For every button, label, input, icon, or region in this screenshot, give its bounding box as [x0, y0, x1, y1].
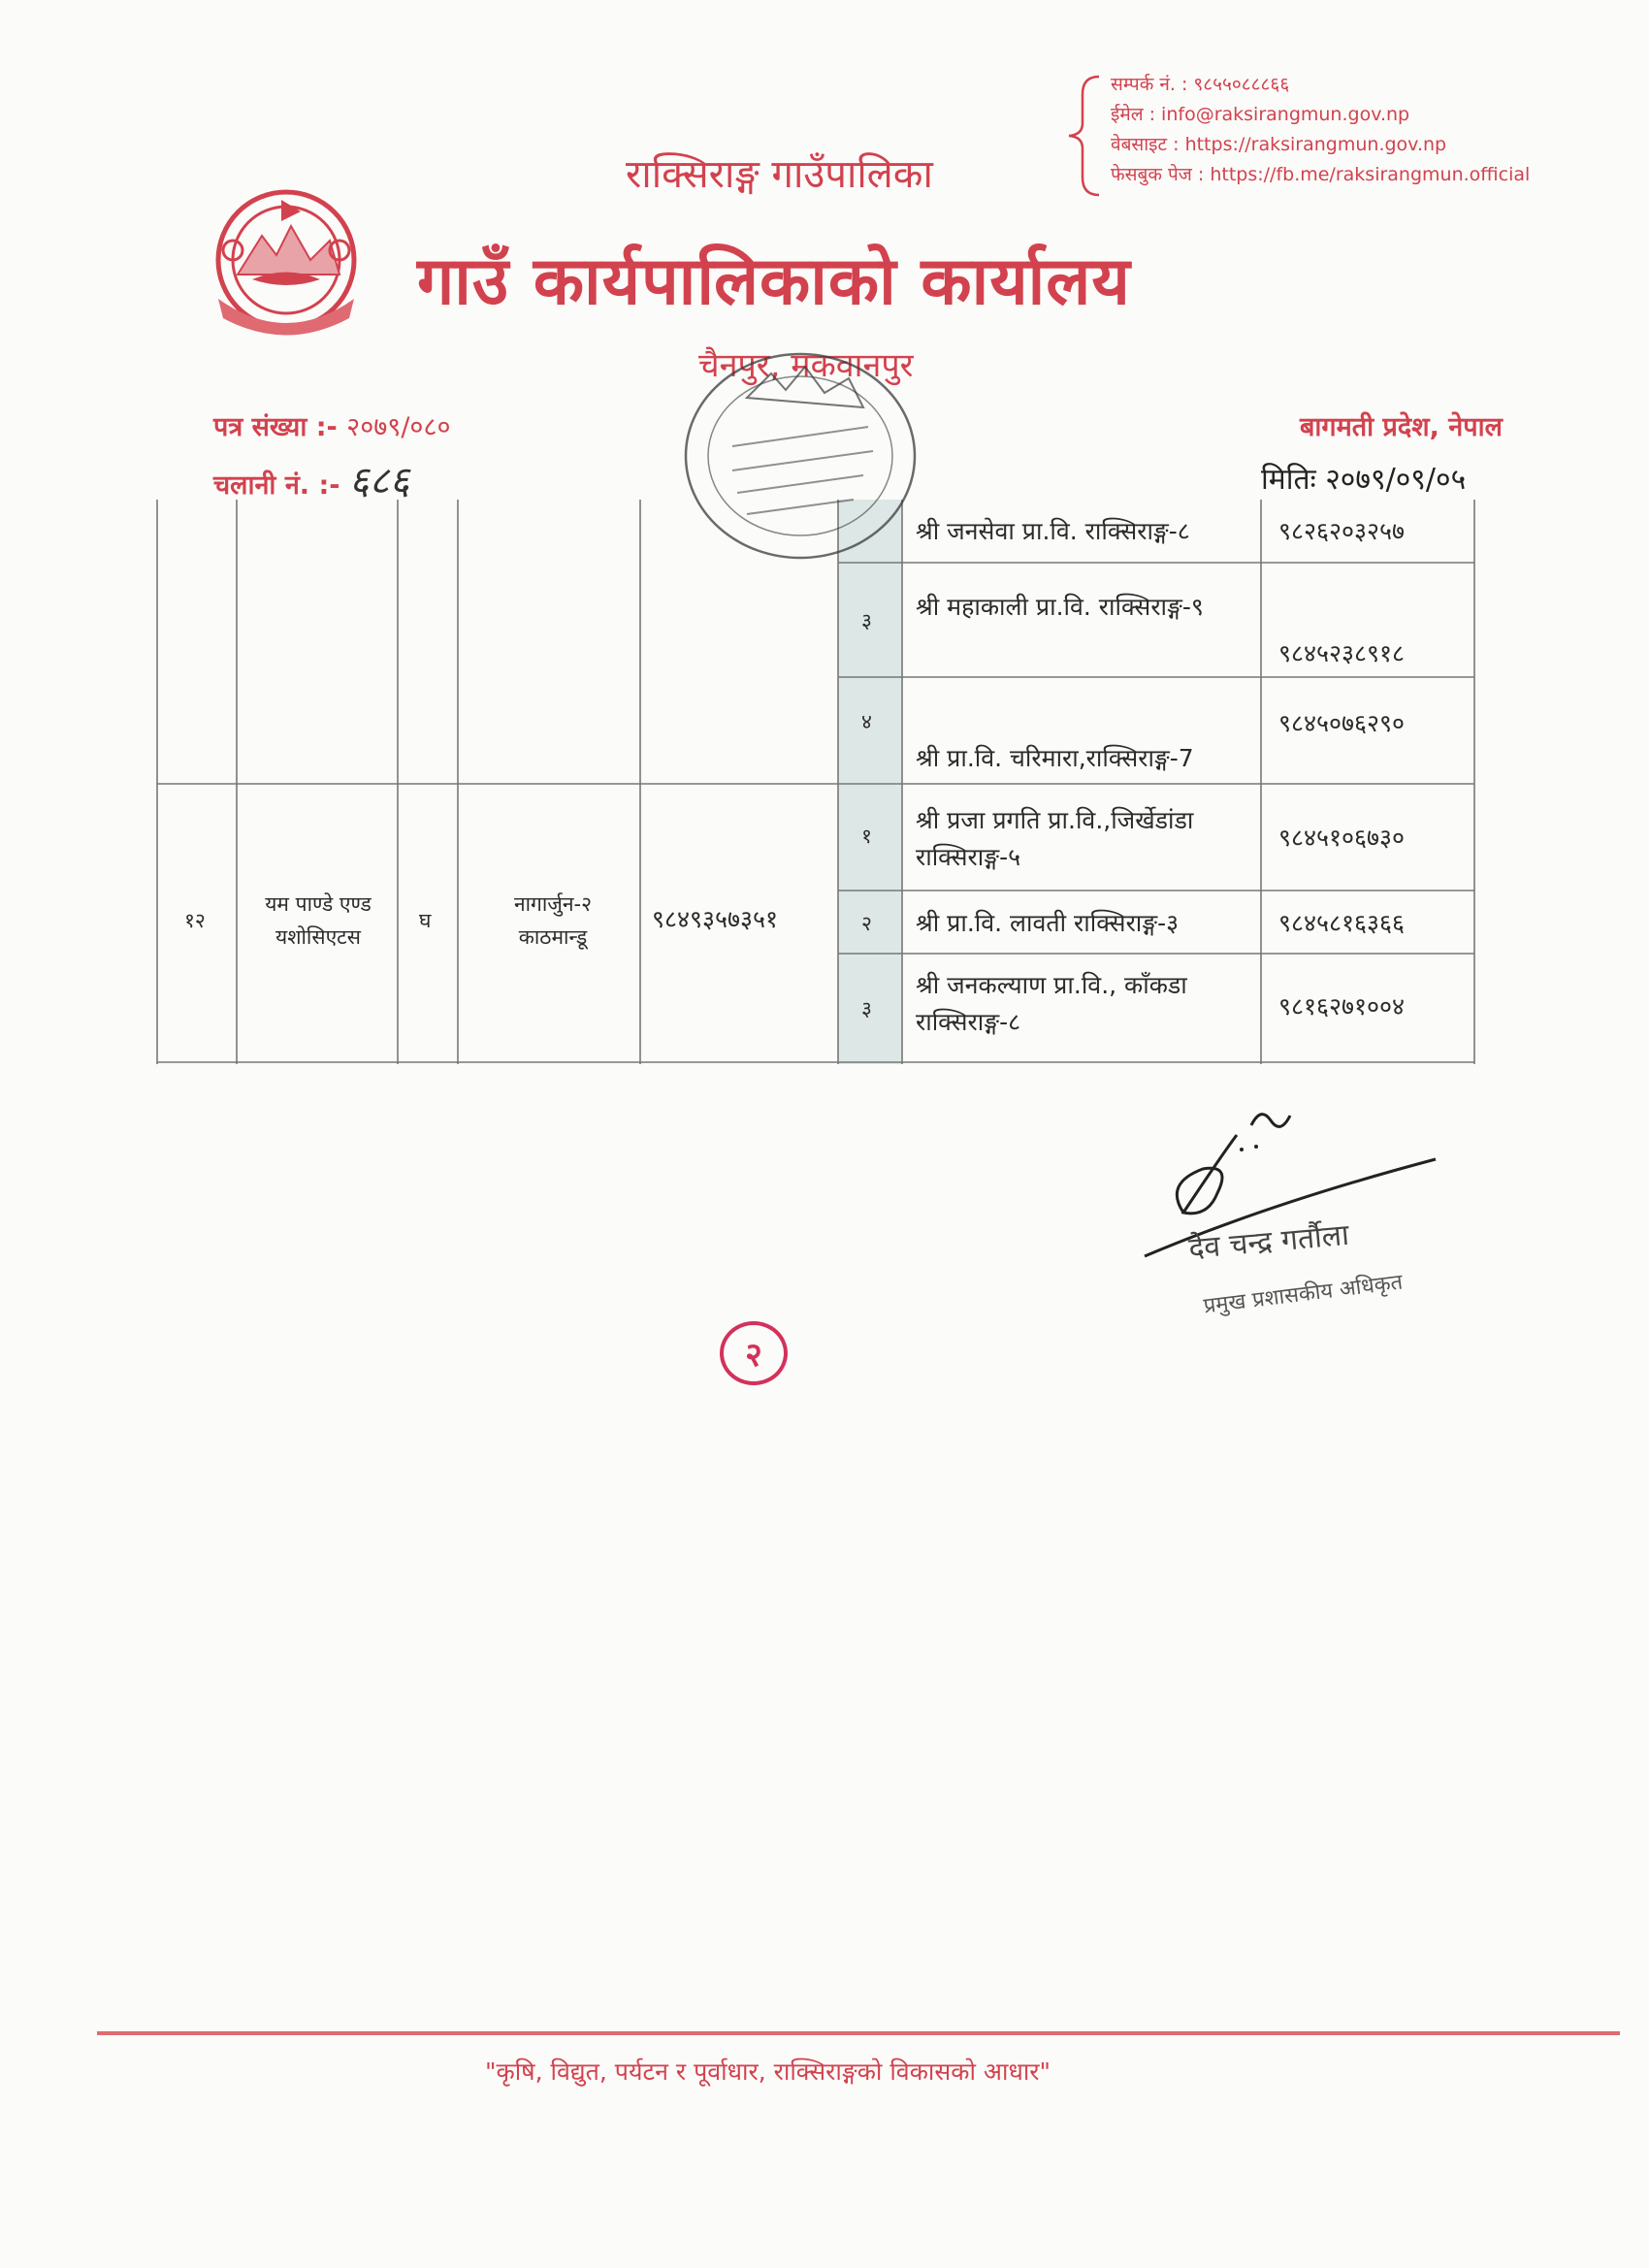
- phone-number: ९८१६२७१००४: [1278, 992, 1406, 1021]
- school-name: श्री जनसेवा प्रा.वि. राक्सिराङ्ग-८: [916, 517, 1190, 545]
- phone-number: ९८४५०७६२९०: [1278, 709, 1406, 737]
- dispatch-number-label: चलानी नं. :-: [213, 470, 340, 501]
- firm-address: नागार्जुन-२ काठमान्डू: [513, 892, 593, 949]
- school-name: श्री प्रजा प्रगति प्रा.वि.,जिर्खेडांडा राक्सिराङ्ग-५: [916, 806, 1194, 871]
- office-address: चैनपुर, मकवानपुर: [698, 346, 914, 385]
- signatory-title: प्रमुख प्रशासकीय अधिकृत: [1202, 1270, 1405, 1319]
- letter-number-label: पत्र संख्या :-: [213, 412, 338, 442]
- contact-website: वेबसाइट : https://raksirangmun.gov.np: [1111, 134, 1447, 155]
- office-seal-stamp: [679, 340, 931, 572]
- letter-number-value: २०७९/०८०: [346, 412, 451, 442]
- school-name: श्री प्रा.वि. चरिमारा,राक्सिराङ्ग-7: [916, 744, 1194, 772]
- government-emblem-icon: [194, 182, 378, 345]
- school-name: श्री जनकल्याण प्रा.वि., काँकडा राक्सिराङ्ग-८: [916, 971, 1187, 1036]
- phone-number: ९८४५१०६७३०: [1278, 824, 1406, 852]
- serial-number: ४: [861, 710, 872, 733]
- serial-number: ३: [861, 997, 872, 1021]
- contact-block: [1111, 70, 1530, 190]
- handwritten-signature: [1125, 1096, 1455, 1290]
- contact-facebook: फेसबुक पेज : https://fb.me/raksirangmun.official: [1111, 164, 1531, 185]
- date-label: मितिः: [1261, 463, 1316, 497]
- school-table: [155, 500, 1476, 1064]
- firm-class: घ: [419, 909, 432, 932]
- firm-name: यम पाण्डे एण्ड यशोसिएटस: [265, 892, 372, 949]
- serial-number: ३: [861, 609, 872, 632]
- signatory-name: देव चन्द्र गर्तौला: [1186, 1217, 1351, 1267]
- date-value: २०७९/०९/०५: [1325, 463, 1467, 497]
- serial-number: २: [861, 912, 872, 935]
- brace-icon: [1065, 73, 1104, 199]
- footer-divider: [97, 2031, 1620, 2035]
- letter-number: [213, 407, 451, 443]
- school-name: श्री महाकाली प्रा.वि. राक्सिराङ्ग-९: [916, 593, 1204, 621]
- contact-phone: सम्पर्क नं. : ९८५५०८८८६६: [1111, 74, 1290, 95]
- footer-motto: "कृषि, विद्युत, पर्यटन र पूर्वाधार, राक्सिराङ्गको विकासको आधार": [485, 2057, 1051, 2086]
- province: बागमती प्रदेश, नेपाल: [1300, 412, 1503, 442]
- phone-number: ९८४५८१६३६६: [1278, 909, 1406, 937]
- date: [1261, 458, 1466, 498]
- office-name: राक्सिराङ्ग गाउँपालिका: [626, 152, 933, 197]
- serial-number: १: [861, 825, 872, 848]
- phone-number: ९८२६२०३२५७: [1278, 517, 1406, 545]
- group-serial-number: १२: [184, 909, 206, 932]
- page-number: २: [720, 1321, 788, 1385]
- firm-contact: ९८४९३५७३५१: [652, 905, 779, 933]
- table-grid: [155, 500, 1476, 1064]
- phone-number: ९८४५२३८९१८: [1278, 639, 1406, 667]
- school-name: श्री प्रा.वि. लावती राक्सिराङ्ग-३: [916, 909, 1180, 937]
- office-title: गाउँ कार्यपालिकाको कार्यालय: [417, 243, 1131, 320]
- contact-email: ईमेल : info@raksirangmun.gov.np: [1111, 104, 1410, 125]
- dispatch-number-value: ६८६: [348, 459, 410, 503]
- dispatch-number: [213, 452, 409, 505]
